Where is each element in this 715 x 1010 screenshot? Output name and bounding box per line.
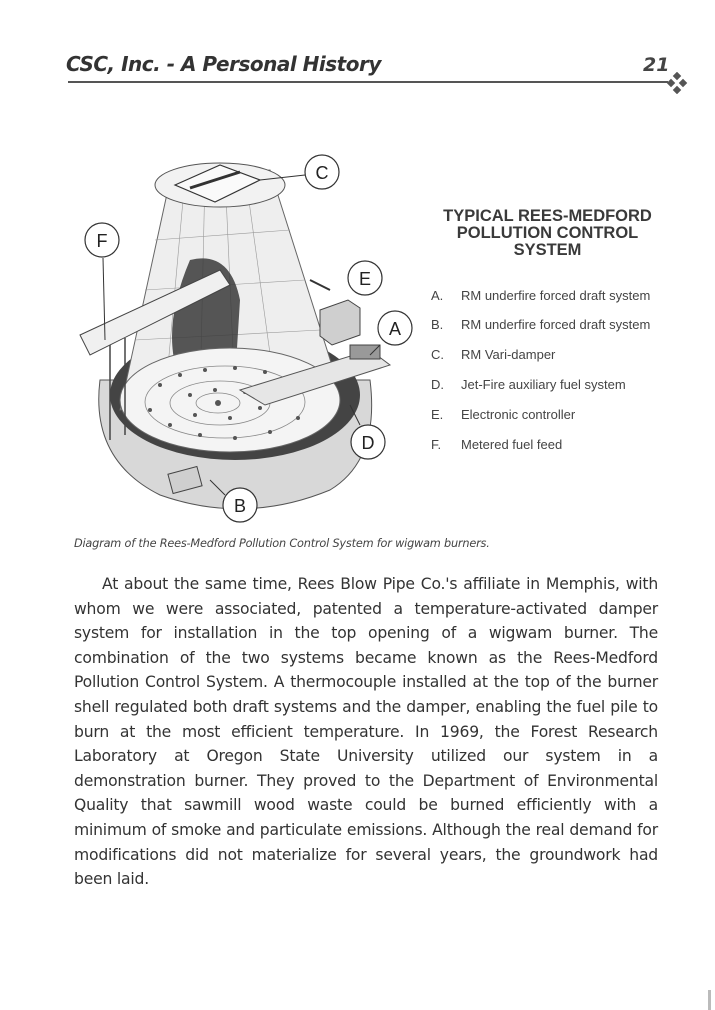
legend-item [431,315,671,335]
legend-letter: A. [431,288,444,303]
legend-item [431,286,671,306]
legend-letter: D. [431,377,444,392]
diamond-cluster-icon [666,72,688,94]
legend-item [431,374,671,395]
callout-label: A [388,319,402,339]
legend-letter: E. [431,407,444,422]
callout-e [310,261,382,295]
callout-label: C [315,163,329,183]
callout-a [370,311,412,355]
running-header-title: CSC, Inc. - A Personal History [66,52,381,76]
legend-text: Metered fuel feed [461,437,563,452]
electronic-controller-box [320,300,360,345]
callout-label: E [358,269,372,289]
legend-title: TYPICAL REES-MEDFORD POLLUTION CONTROL SYSTEM [443,207,652,259]
callout-label: B [233,496,247,516]
page-number: 21 [643,54,670,76]
page-edge-mark [708,990,711,1010]
callout-label: D [361,433,375,453]
legend-text: RM Vari-damper [461,347,556,362]
body-paragraph: At about the same time, Rees Blow Pipe Co.'s affiliate in Memphis, with whom we were associated, patented a temperature-activated damper system for installation in the top opening of a wigwam burner. The combination of the two systems became known as the Rees-Medford Pollution Control System. A thermocouple installed at the top of the burner shell regulated both draft systems and the damper, enabling the fuel pile to burn at the most efficient temperature. In 1969, the Forest Research Laboratory at Oregon State University utilized our system in a demonstration burner. They proved to the Department of Environmental Quality that sawmill wood waste could be burned efficiently with a minimum of smoke and particulate emissions. Although the real demand for modifications did not materialize for several years, the groundwork had been laid. [74,575,658,889]
legend-item [431,434,671,455]
legend-letter: C. [431,347,444,362]
legend-text: RM underfire forced draft system [461,288,651,303]
legend-letter: B. [431,317,444,332]
figure-caption: Diagram of the Rees-Medford Pollution Control System for wigwam burners. [74,537,490,550]
legend-letter: F. [431,437,442,452]
wigwam-burner-diagram [70,130,420,530]
burner-floor [120,348,340,452]
legend-item [431,344,671,365]
legend-text: RM underfire forced draft system [461,317,651,332]
legend-item [431,404,671,425]
legend-list [431,286,671,464]
legend-text: Electronic controller [461,407,576,422]
header-rule [68,81,668,83]
legend-text: Jet-Fire auxiliary fuel system [461,377,626,392]
callout-label: F [96,231,108,251]
fan-units [350,345,380,359]
